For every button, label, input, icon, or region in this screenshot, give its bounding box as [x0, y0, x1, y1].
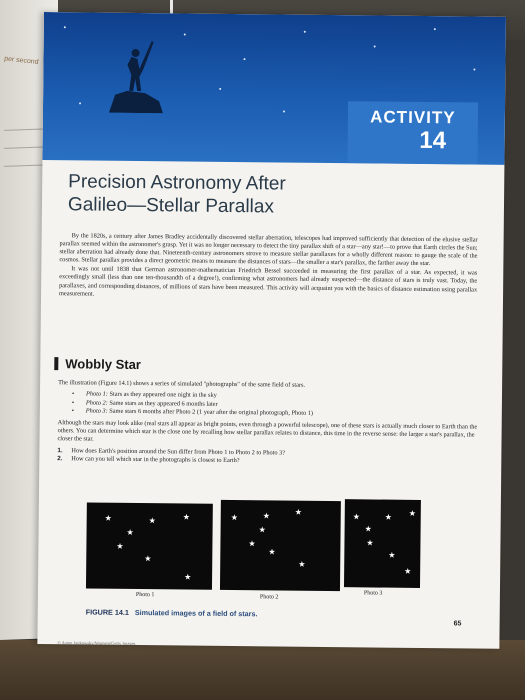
activity-badge [347, 101, 478, 164]
intro-paragraph: It was not until 1838 that German astronomer-mathematician Friedrich Bessel succeeded in measuring the first parallax of a star. As expected, it was exceedingly small (less than one ten-thousandth of a degree!), confirming what astronomers had already suspected—the distance of stars is truly vast. Today, the parallaxes, and corresponding distances, of millions of stars have been measured. This activity will acquaint you with the basics of distance estimation using parallax measurement. [59, 265, 478, 298]
question-text: How does Earth's position around the Sun differ from Photo 1 to Photo 2 to Photo 3? [71, 447, 286, 457]
star-icon: ★ [408, 508, 416, 518]
bullet-text: Stars as they appeared one night in the sky [109, 391, 217, 400]
star-icon: ★ [248, 539, 256, 549]
book-page [37, 12, 506, 649]
star-icon: ★ [116, 541, 124, 551]
bullet-text: Same stars as they appeared 6 months later [109, 399, 218, 408]
star-photo-3 [344, 499, 421, 588]
figure-caption [86, 607, 258, 618]
question-list [57, 447, 477, 468]
photo-label: Photo 1 [135, 591, 155, 599]
photo-label: Photo 3 [363, 590, 383, 597]
margin-note: per second [3, 55, 39, 67]
star-icon: ★ [258, 525, 266, 535]
star-icon: ★ [298, 559, 306, 569]
question-number: 2. [57, 455, 63, 463]
star-icon: ★ [294, 507, 302, 517]
star-icon: ★ [104, 513, 112, 523]
desk-background-bottom [0, 640, 525, 700]
star-icon: ★ [366, 538, 374, 548]
bullet-text: Same stars 6 months after Photo 2 (1 year after the original photograph, Photo 1) [109, 407, 314, 418]
intro-paragraph: By the 1820s, a century after James Bradley accidentally discovered stellar aberration, telescopes had improved sufficiently that detection of the elusive stellar parallax seemed within the astronomer's grasp. Yet it was no longer necessary to detect the tiny parallax shift of a star—any star!—to prove that Earth circles the Sun; stellar aberration had already done that. Nineteenth-century astronomers strove to measure stellar parallaxes for a wholly different reason: to gauge the scale of the cosmos. Stellar parallax provides a direct geometric means to measure the distances of stars—the smaller a star's parallax, the farther away the star. [59, 232, 478, 268]
figure-caption-label: FIGURE 14.1 [85, 607, 129, 617]
star-icon: ★ [182, 512, 190, 522]
star-icon: ★ [384, 512, 392, 522]
star-icon: ★ [352, 512, 360, 522]
bullet-label: Photo 1: [85, 390, 108, 399]
star-icon: ★ [148, 516, 156, 526]
star-icon: ★ [388, 550, 396, 560]
title-line: Galileo—Stellar Parallax [67, 194, 275, 218]
activity-label: ACTIVITY [370, 107, 456, 128]
page-title [68, 170, 368, 219]
heading-bar [54, 357, 58, 370]
intro-text [59, 232, 478, 303]
star-photo-2 [220, 500, 341, 591]
photo-list [58, 391, 478, 421]
section-lead: The illustration (Figure 14.1) shows a series of simulated "photographs" of the same field of stars. [58, 379, 306, 389]
page-number: 65 [453, 620, 462, 628]
section-heading-text: Wobbly Star [65, 356, 142, 373]
section-heading [54, 356, 141, 372]
activity-number: 14 [419, 126, 447, 155]
star-icon: ★ [144, 554, 152, 564]
activity-banner [42, 12, 506, 165]
bullet-label: Photo 2: [85, 399, 108, 407]
stargazer-silhouette-icon [105, 35, 166, 114]
star-icon: ★ [184, 572, 192, 582]
image-credit: © Aston Jankowsky/Moment/Getty Images [57, 640, 136, 646]
star-icon: ★ [126, 527, 134, 537]
question-text: How can you tell which star in the photographs is closest to Earth? [71, 455, 240, 465]
question-number: 1. [57, 447, 63, 455]
star-icon: ★ [230, 512, 238, 523]
star-icon: ★ [364, 524, 372, 534]
star-photo-1 [86, 502, 213, 589]
figure-caption-text: Simulated images of a field of stars. [134, 607, 258, 619]
bullet-label: Photo 3: [85, 407, 108, 415]
star-icon: ★ [268, 547, 276, 557]
section-body [57, 379, 478, 468]
title-line: Precision Astronomy After [68, 171, 286, 195]
star-icon: ★ [404, 566, 412, 576]
photo-label: Photo 2 [259, 594, 279, 601]
section-paragraph: Although the stars may look alike (real stars all appear as bright points, even through a powerful telescope), one of these stars is actually much closer to Earth than the others. You can determine which star is the close one by recalling how stellar parallax relates to distance, this time in the reverse sense: the larger a star's parallax, the closer the star. [57, 418, 478, 443]
star-icon: ★ [262, 511, 270, 521]
